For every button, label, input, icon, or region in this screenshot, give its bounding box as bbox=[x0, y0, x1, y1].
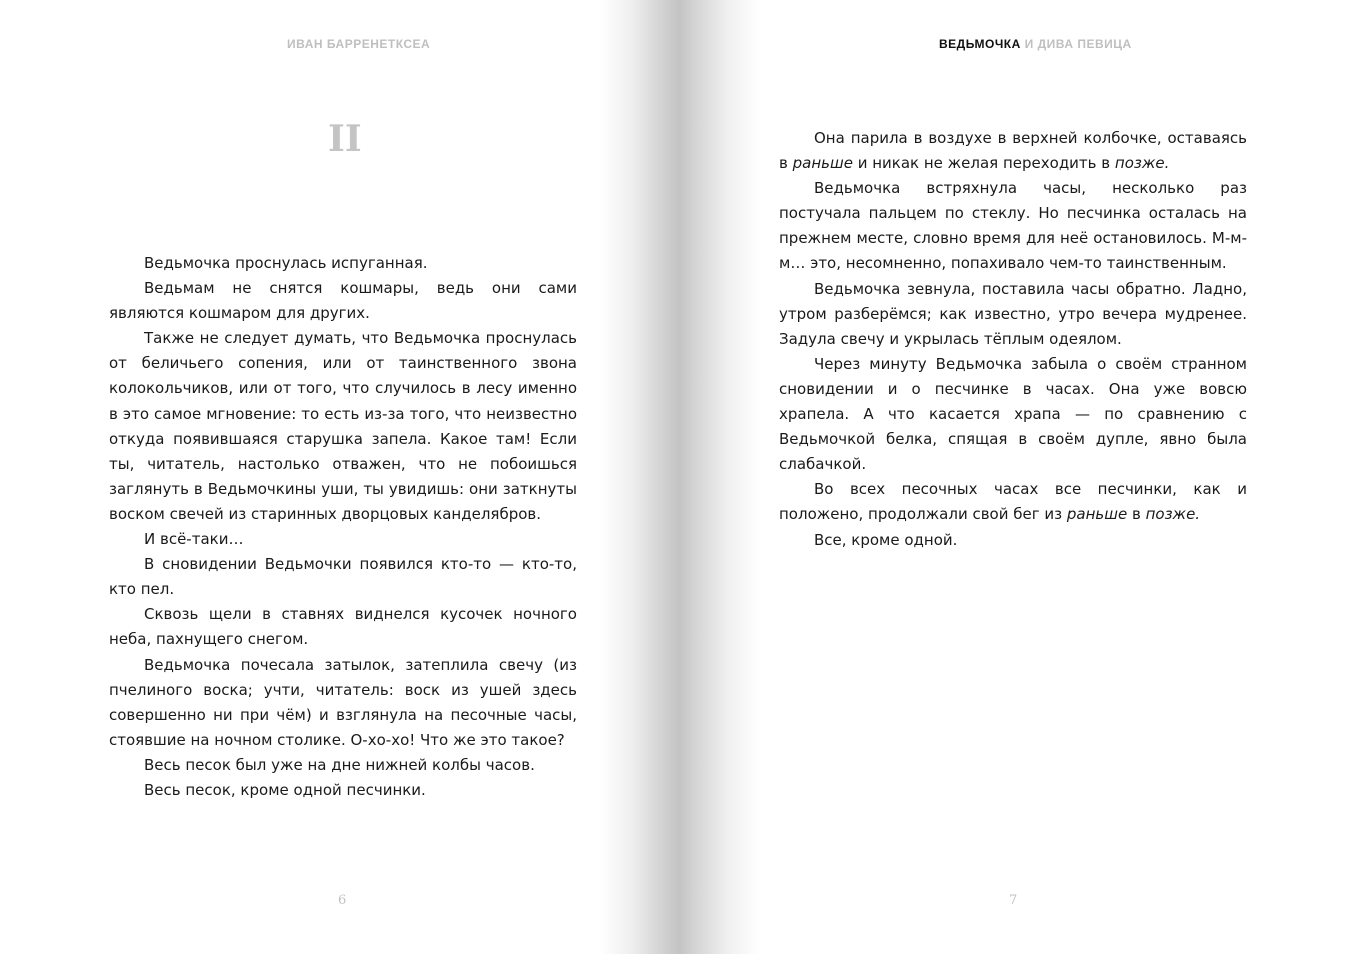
paragraph: Все, кроме одной. bbox=[814, 530, 958, 549]
text-run: и никак не желая переходить в bbox=[852, 154, 1115, 173]
italic-run: позже. bbox=[1114, 154, 1170, 173]
page-number-right: 7 bbox=[1009, 893, 1018, 908]
paragraph: Весь песок был уже на дне нижней колбы часов. bbox=[144, 755, 535, 774]
paragraph: Ведьмам не снятся кошмары, ведь они сами являются кошмаром для других. bbox=[109, 279, 577, 323]
paragraph: В сновидении Ведьмочки появился кто-то — кто-то, кто пел. bbox=[109, 555, 577, 599]
text-run: Она парила в воздухе в верхней колбочке, оставаясь в bbox=[779, 129, 1247, 173]
italic-run: раньше bbox=[1066, 505, 1128, 524]
paragraph: Ведьмочка почесала затылок, затеплила свечу (из пчелиного воска; учти, читатель: воск из ушей здесь совершенно ни при чём) и взглянула на песочные часы, стоявшие на ночном столике. О-хо-хо! Что же это такое? bbox=[109, 655, 577, 749]
paragraph: Весь песок, кроме одной песчинки. bbox=[144, 780, 426, 799]
left-text-block bbox=[109, 251, 577, 803]
chapter-number: II bbox=[328, 118, 362, 160]
running-head-author: ИВАН БАРРЕНЕТКСЕА bbox=[287, 37, 431, 51]
paragraph: Также не следует думать, что Ведьмочка проснулась от беличьего сопения, или от таинственного звона колокольчиков, или от того, что случилось в лесу именно в это самое мгновение: то есть из-за того, что неизвестно откуда появившаяся старушка запела. Какое там! Если ты, читатель, настолько отважен, что не побоишься заглянуть в Ведьмочкины уши, ты увидишь: они заткнуты воском свечей из старинных дворцовых канделябров. bbox=[109, 329, 577, 523]
running-head-title bbox=[939, 37, 1132, 51]
left-page bbox=[0, 0, 680, 954]
page-number-left: 6 bbox=[338, 893, 347, 908]
paragraph bbox=[779, 126, 1247, 176]
italic-run: позже. bbox=[1145, 505, 1201, 524]
text-run: в bbox=[1127, 505, 1146, 524]
paragraph bbox=[779, 477, 1247, 527]
paragraph: Сквозь щели в ставнях виднелся кусочек ночного неба, пахнущего снегом. bbox=[109, 605, 577, 649]
paragraph: Через минуту Ведьмочка забыла о своём странном сновидении и о песчинке в часах. Она уже вовсю храпела. А что касается храпа — по сравнению с Ведьмочкой белка, спящая в своём дупле, явно была слабачкой. bbox=[779, 354, 1247, 474]
running-head-title-main: ВЕДЬМОЧКА bbox=[939, 37, 1021, 51]
running-head-title-rest: И ДИВА ПЕВИЦА bbox=[1024, 37, 1132, 51]
right-text-block bbox=[779, 126, 1247, 553]
paragraph: Ведьмочка зевнула, поставила часы обратно. Ладно, утром разберёмся; как известно, утро вечера мудренее. Задула свечу и укрылась тёплым одеялом. bbox=[779, 279, 1247, 348]
paragraph: И всё-таки… bbox=[144, 530, 244, 549]
paragraph: Ведьмочка проснулась испуганная. bbox=[144, 254, 428, 272]
italic-run: раньше bbox=[792, 154, 853, 173]
paragraph: Ведьмочка встряхнула часы, несколько раз постучала пальцем по стеклу. Но песчинка осталась на прежнем месте, словно время для неё остановилось. М-м-м… это, несомненно, попахивало чем-то таинственным. bbox=[779, 179, 1247, 273]
text-run: Во всех песочных часах все песчинки, как и положено, продолжали свой бег из bbox=[779, 480, 1247, 524]
